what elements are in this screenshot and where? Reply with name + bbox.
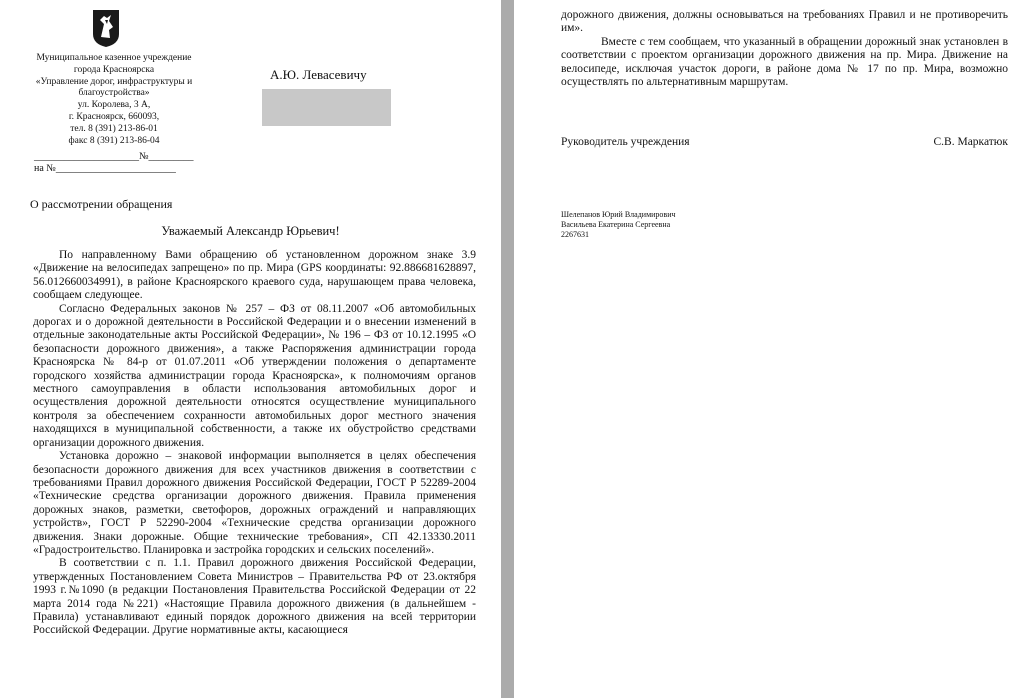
org-line: благоустройства» [78, 88, 150, 99]
signature-name: С.В. Маркатюк [933, 136, 1008, 148]
executor-name: Шелепанов Юрий Владимирович [561, 210, 676, 219]
letter-page-2 [514, 0, 1024, 698]
body-paragraph: дорожного движения, должны основываться на требованиях Правил и не противоречить им». [561, 9, 1008, 35]
executors-block [561, 210, 676, 240]
redacted-address-block [262, 89, 391, 126]
body-paragraph: В соответствии с п. 1.1. Правил дорожного движения Российской Федерации, утвержденных Постановлением Совета Министров – Правительства РФ от 23.октября 1993 г.№1090 (в редакции Постановления Правительства Российской Федерации от 22 марта 2014 года №221) «Настоящие Правила дорожного движения (в дальнейшем - Правила) устанавливают единый порядок дорожного движения на всей территории Российской Федерации. Другие нормативные акты, касающиеся [33, 557, 476, 637]
org-address-line: ул. Королева, 3 А, [77, 100, 151, 111]
body-paragraph: Согласно Федеральных законов № 257 – ФЗ от 08.11.2007 «Об автомобильных дорогах и о дорожной деятельности в Российской Федерации и о внесении изменений в отдельные законодательные акты Российской Федерации», № 196 – ФЗ от 10.12.1995 «О безопасности дорожного движения», а также Распоряжения администрации города Красноярска № 84-р от 01.07.2011 «Об утверждении положения о департаменте городского хозяйства администрации города Красноярска», к полномочиям органов местного самоуправления в области использования автомобильных дорог и осуществления дорожной деятельности относятся осуществление муниципального контроля за обеспечением сохранности автомобильных дорог местного значения находящихся в муниципальной собственности, а также их обустройство средствами организации дорожного движения. [33, 302, 476, 449]
org-line: города Красноярска [73, 64, 155, 75]
signature-title: Руководитель учреждения [561, 136, 690, 148]
registration-number-line: _____________________№_________ [34, 151, 194, 162]
executor-phone: 2267631 [561, 230, 589, 239]
addressee: А.Ю. Левасевичу [270, 67, 367, 82]
body-paragraph: По направленному Вами обращению об установленном дорожном знаке 3.9 «Движение на велосипедах запрещено» по пр. Мира (GPS координаты: 92.886681628897, 56.012660034991), в районе Красноярского краевого суда, нарушающем права человека, сообщаем следующее. [33, 249, 476, 302]
letter-body-continued [561, 9, 1008, 89]
body-paragraph: Вместе с тем сообщаем, что указанный в обращении дорожный знак установлен в соответствии с проектом организации дорожного движения на пр. Мира. Движение на велосипеде, исключая участок дороги, в районе дома № 17 по пр. Мира, возможно осуществлять по альтернативным маршрутам. [561, 35, 1008, 89]
letter-body [33, 249, 476, 638]
org-line: «Управление дорог, инфраструктуры и [35, 76, 193, 87]
org-address-line: г. Красноярск, 660093, [68, 111, 160, 122]
organization-header [14, 53, 214, 147]
org-fax: факс 8 (391) 213-86-04 [68, 135, 160, 146]
city-coat-of-arms-emblem [92, 8, 120, 48]
org-phone: тел. 8 (391) 213-86-01 [70, 123, 158, 134]
body-paragraph: Установка дорожно – знаковой информации выполняется в целях обеспечения безопасности дорожного движения для всех участников движения в соответствии с требованиями Правил дорожного движения Российской Федерации, ГОСТ Р 52289-2004 «Технические средства организации дорожного движения. Правила применения дорожных знаков, разметки, светофоров, дорожных ограждений и направляющих устройств», ГОСТ Р 52290-2004 «Технические средства организации дорожного движения. Знаки дорожные. Общие технические требования», СП 42.13330.2011 «Градостроительство. Планировка и застройка городских и сельских поселений». [33, 450, 476, 556]
subject-line: О рассмотрении обращения [30, 197, 173, 211]
executor-name: Васильева Екатерина Сергеевна [561, 220, 671, 229]
org-line: Муниципальное казенное учреждение [36, 53, 192, 63]
greeting: Уважаемый Александр Юрьевич! [161, 224, 340, 238]
reference-number-line: на №________________________ [34, 163, 176, 174]
letter-page-1 [0, 0, 501, 698]
